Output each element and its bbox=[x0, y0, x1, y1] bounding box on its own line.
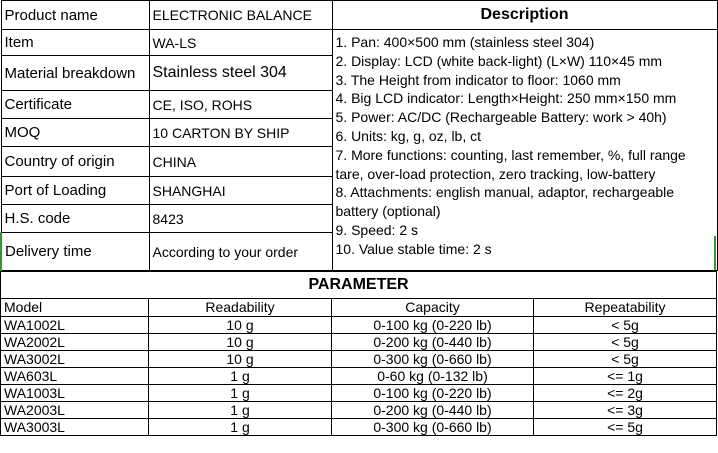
cell-capacity: 0-100 kg (0-220 lb) bbox=[332, 385, 534, 402]
spec-value: 10 CARTON BY SHIP bbox=[149, 119, 332, 147]
cell-model: WA603L bbox=[1, 368, 149, 385]
spec-value: Stainless steel 304 bbox=[149, 56, 332, 91]
cell-readability: 10 g bbox=[149, 317, 332, 334]
table-row bbox=[1, 419, 717, 436]
cell-capacity: 0-100 kg (0-220 lb) bbox=[332, 317, 534, 334]
accent-border bbox=[714, 236, 716, 270]
description-line: 6. Units: kg, g, oz, lb, ct bbox=[335, 127, 482, 144]
parameter-header-row bbox=[1, 299, 717, 317]
parameter-table bbox=[0, 271, 717, 436]
table-row bbox=[1, 317, 717, 334]
description-line: 4. Big LCD indicator: Length×Height: 250 mm×150 mm bbox=[335, 90, 677, 107]
cell-readability: 1 g bbox=[149, 402, 332, 419]
spec-value: CE, ISO, ROHS bbox=[149, 91, 332, 119]
spec-row bbox=[1, 1, 717, 30]
cell-capacity: 0-60 kg (0-132 lb) bbox=[332, 368, 534, 385]
cell-capacity: 0-300 kg (0-660 lb) bbox=[332, 419, 534, 436]
cell-repeatability: <= 2g bbox=[534, 385, 717, 402]
parameter-title: PARAMETER bbox=[1, 272, 717, 299]
cell-readability: 1 g bbox=[149, 368, 332, 385]
description-line: battery (optional) bbox=[335, 203, 441, 220]
cell-capacity: 0-200 kg (0-440 lb) bbox=[332, 402, 534, 419]
cell-readability: 1 g bbox=[149, 385, 332, 402]
header-repeatability: Repeatability bbox=[534, 299, 717, 317]
cell-repeatability: <= 5g bbox=[534, 419, 717, 436]
parameter-section bbox=[0, 271, 716, 436]
spec-row bbox=[1, 30, 717, 56]
description-line: tare, over-load protection, zero tracking, low-battery bbox=[335, 165, 656, 182]
spec-label: Port of Loading bbox=[1, 177, 149, 205]
cell-capacity: 0-200 kg (0-440 lb) bbox=[332, 334, 534, 351]
spec-label: Product name bbox=[1, 1, 149, 30]
cell-repeatability: <= 3g bbox=[534, 402, 717, 419]
spec-label: Delivery time bbox=[1, 233, 149, 271]
spec-value: ELECTRONIC BALANCE bbox=[149, 1, 332, 30]
spec-value: According to your order bbox=[149, 233, 332, 271]
spec-label: Material breakdown bbox=[1, 56, 149, 91]
spec-value: CHINA bbox=[149, 147, 332, 177]
cell-model: WA3003L bbox=[1, 419, 149, 436]
spec-label: H.S. code bbox=[1, 205, 149, 233]
spec-value: WA-LS bbox=[149, 30, 332, 56]
table-row bbox=[1, 368, 717, 385]
table-row bbox=[1, 334, 717, 351]
header-readability: Readability bbox=[149, 299, 332, 317]
cell-readability: 1 g bbox=[149, 419, 332, 436]
description-line: 5. Power: AC/DC (Rechargeable Battery: work > 40h) bbox=[335, 109, 667, 126]
cell-capacity: 0-300 kg (0-660 lb) bbox=[332, 351, 534, 368]
description-title: Description bbox=[332, 1, 717, 30]
description-line: 1. Pan: 400×500 mm (stainless steel 304) bbox=[335, 34, 595, 50]
description-body bbox=[332, 30, 717, 271]
cell-readability: 10 g bbox=[149, 334, 332, 351]
cell-repeatability: < 5g bbox=[534, 317, 717, 334]
header-model: Model bbox=[1, 299, 149, 317]
cell-readability: 10 g bbox=[149, 351, 332, 368]
description-line: 2. Display: LCD (white back-light) (L×W) 110×45 mm bbox=[335, 52, 663, 69]
description-line: 10. Value stable time: 2 s bbox=[335, 240, 492, 257]
cell-model: WA1003L bbox=[1, 385, 149, 402]
cell-model: WA2003L bbox=[1, 402, 149, 419]
spec-value: SHANGHAI bbox=[149, 177, 332, 205]
spec-label: Country of origin bbox=[1, 147, 149, 177]
description-line: 3. The Height from indicator to floor: 1060 mm bbox=[335, 71, 621, 88]
spec-label: Item bbox=[1, 30, 149, 56]
spec-label: Certificate bbox=[1, 91, 149, 119]
description-line: 7. More functions: counting, last remember, %, full range bbox=[335, 146, 686, 163]
cell-model: WA3002L bbox=[1, 351, 149, 368]
cell-model: WA2002L bbox=[1, 334, 149, 351]
header-capacity: Capacity bbox=[332, 299, 534, 317]
cell-repeatability: < 5g bbox=[534, 334, 717, 351]
cell-repeatability: < 5g bbox=[534, 351, 717, 368]
cell-model: WA1002L bbox=[1, 317, 149, 334]
description-line: 8. Attachments: english manual, adaptor, rechargeable bbox=[335, 184, 675, 201]
table-row bbox=[1, 385, 717, 402]
cell-repeatability: <= 1g bbox=[534, 368, 717, 385]
spec-value: 8423 bbox=[149, 205, 332, 233]
spec-label: MOQ bbox=[1, 119, 149, 147]
table-row bbox=[1, 402, 717, 419]
table-row bbox=[1, 351, 717, 368]
description-line: 9. Speed: 2 s bbox=[335, 221, 419, 238]
